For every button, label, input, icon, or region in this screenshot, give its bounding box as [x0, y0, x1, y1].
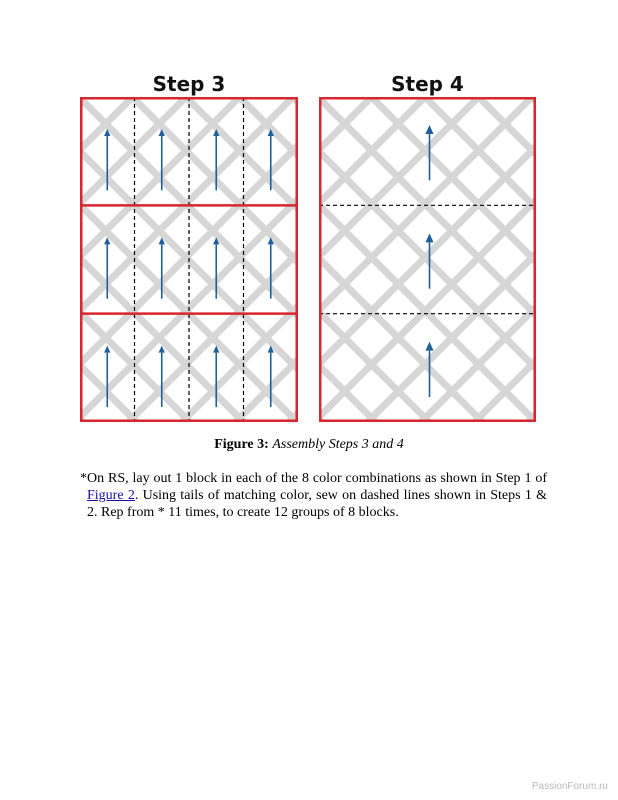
- lattice-strip: [368, 97, 537, 422]
- step-4-diagram: [319, 97, 536, 422]
- lattice-strip: [133, 97, 299, 422]
- lattice-strip: [319, 97, 483, 422]
- figure-caption: [0, 437, 618, 453]
- lattice-pattern: [319, 97, 536, 422]
- arrow-head: [104, 346, 110, 353]
- instruction-text-start: *On RS, lay out 1 block in each of the 8 color combinations as shown in Step 1 of: [80, 471, 547, 486]
- caption-label: Figure 3:: [214, 437, 269, 452]
- step-4-title: Step 4: [391, 72, 464, 96]
- lattice-strip: [319, 97, 479, 422]
- arrow-head: [425, 342, 433, 351]
- instruction-paragraph: [80, 470, 547, 521]
- instruction-text-end: . Using tails of matching color, sew on dashed lines shown in Steps 1 & 2. Rep from * 11 times, to create 12 groups of 8 blocks.: [87, 488, 547, 520]
- step-3-svg: [80, 97, 298, 422]
- figure-2-link[interactable]: Figure 2: [87, 488, 135, 503]
- arrow-head: [425, 233, 433, 242]
- step-3-diagram: [80, 97, 298, 422]
- step-3-title: Step 3: [152, 72, 226, 96]
- arrow-head: [425, 125, 433, 134]
- lattice-strip: [372, 97, 537, 422]
- caption-text: Assembly Steps 3 and 4: [272, 437, 404, 452]
- watermark: PassionForum.ru: [531, 781, 608, 792]
- lattice-strip: [129, 97, 299, 422]
- step-4-svg: [319, 97, 536, 422]
